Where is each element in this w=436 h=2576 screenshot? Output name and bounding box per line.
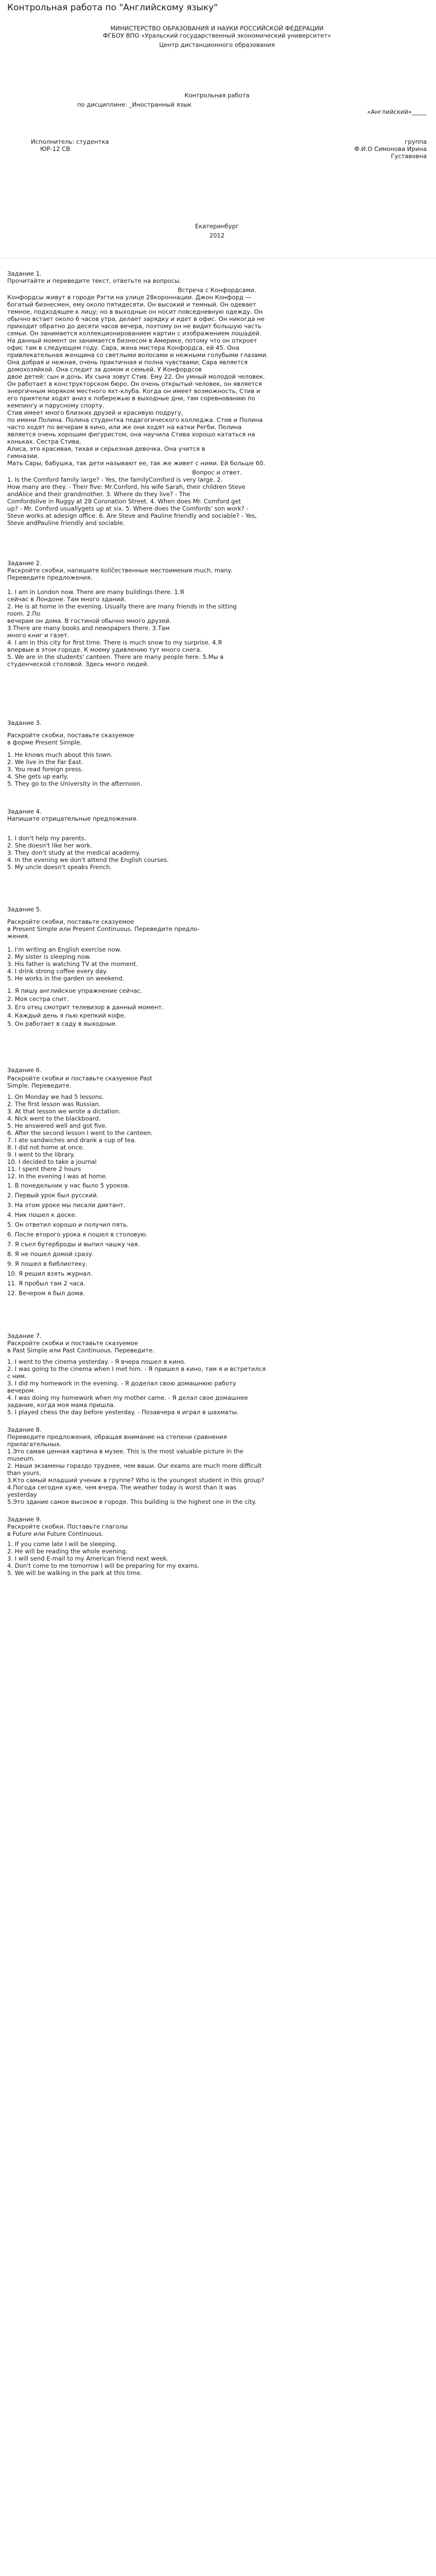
text-subtitle: Встреча с Конфордсами. <box>178 286 256 294</box>
qa-line: up? - Mr. Conford usuallygets up at six. 5. Where does the Comfords' son work? - <box>7 505 249 512</box>
task-instruction: Раскройте скобки, напишите količественные местоимения much, many. <box>7 567 233 574</box>
answer-line: сейчас в Лондоне. Там много зданий. <box>7 596 126 603</box>
answer-line: 1. He knows much about this town. <box>7 751 113 758</box>
answer-line: 11. I spent there 2 hours <box>7 1165 81 1173</box>
task-heading: Задание 5. <box>7 906 42 913</box>
task-heading: Задание 7. <box>7 1332 42 1340</box>
task-instruction: в Present Simple или Present Continuous. Переведите предло- <box>7 925 200 933</box>
answer-line: 5. My uncle doesn't speaks French. <box>7 863 112 871</box>
text-paragraph-line: семьи. Он занимается коллекционированием картин с изображением лошадей. <box>7 330 261 337</box>
answer-line: 3.There are many books and newspapers there. 3.Там <box>7 624 170 632</box>
answer-line: 3. I will send E-mail to my American friend next week. <box>7 1555 169 1562</box>
answer-line: 3. You read foreign press. <box>7 766 83 773</box>
text-paragraph-line: является очень хорошим фигуристом, она научила Стива хорошо кататься на <box>7 431 255 438</box>
answer-line: 4. I was doing my homework when my mother came. - Я делал свое домашнее <box>7 1394 248 1401</box>
translation-line: 12. Вечером я был дома. <box>7 1290 85 1297</box>
university-line: ФГБОУ ВПО «Уральский государственный экономический университет» <box>102 32 332 39</box>
answer-line: вечерам он дома. В гостиной обычно много друзей. <box>7 617 171 624</box>
page-title: Контрольная работа по "Английскому языку" <box>7 3 218 13</box>
answer-line: 2. My sister is sleeping now. <box>7 953 91 960</box>
answer-line: впервые в этом городе. К моему удивлению тут много снега. <box>7 646 202 653</box>
answer-line: 9. I went to the library. <box>7 1151 75 1158</box>
translation-line: 3. На этом уроке мы писали диктант. <box>7 1201 126 1209</box>
qa-line: 1. Is the Comford family large? - Yes, the familyComford is very large. 2. <box>7 476 223 483</box>
task-instruction: Simple. Переведите. <box>7 1082 72 1089</box>
task-instruction: в Past Simple или Past Continuous. Переведите. <box>7 1347 154 1354</box>
answer-line: 3. They don't study at the medical academy. <box>7 849 141 856</box>
answer-line: 2. He is at home in the evening. Usually there are many friends in the sitting <box>7 603 237 610</box>
answer-line: 1. I went to the cinema yesterday. - Я вчера пошел в кино. <box>7 1358 186 1365</box>
answer-line: 2. Наши экзамены гораздо труднее, чем ваши. Our exams are much more difficult <box>7 1462 262 1469</box>
text-paragraph-line: Мать Сары, бабушка, так дети называют ее, так же живет с ними. Ей больше 60. <box>7 460 266 467</box>
text-paragraph-line: офис там в следующем году. Сара, жена мистера Конфордса, ей 45. Она <box>7 344 239 351</box>
answer-line: 2. The first lesson was Russian. <box>7 1100 101 1108</box>
translation-line: 2. Моя сестра спит. <box>7 995 69 1003</box>
answer-line: 1. On Monday we had 5 lessons. <box>7 1093 104 1100</box>
text-paragraph-line: кемпингу и парусному спорту. <box>7 402 104 409</box>
text-paragraph-line: привлекательная женщина со светлыми волосами и нежными голубыми глазами. <box>7 351 268 359</box>
answer-line: с ним. <box>7 1372 27 1380</box>
answer-line: 4. In the evening we don't attend the English courses. <box>7 856 169 863</box>
answer-line: 10. I decided to take a journal <box>7 1158 97 1165</box>
task-heading: Задание 6. <box>7 1066 42 1074</box>
answer-line: 2. We live in the Far East. <box>7 758 83 766</box>
answer-line: много книг и газет. <box>7 632 69 639</box>
task-instruction: в Future или Future Continuous. <box>7 1530 104 1537</box>
translation-line: 5. Он ответил хорошо и получил пять. <box>7 1221 129 1228</box>
qa-line: Comfordslive in Ruggy at 28 Coronation Street. 4. When does Mr. Comford get <box>7 498 241 505</box>
answer-line: than yours. <box>7 1469 41 1477</box>
task-heading: Задание 2. <box>7 560 42 567</box>
answer-line: 1. I don't help my parents. <box>7 835 86 842</box>
questions-title: Вопрос и ответ. <box>192 469 242 476</box>
text-paragraph-line: коньках. Сестра Стива, <box>7 438 81 445</box>
qa-line: Steve andPauline friendly and sociable. <box>7 519 125 527</box>
translation-line: 2. Первый урок был русский. <box>7 1192 99 1199</box>
translation-line: 3. Его отец смотрит телевизор в данный момент. <box>7 1004 164 1011</box>
answer-line: yesterday <box>7 1491 37 1498</box>
text-paragraph-line: двое детей: сын и дочь. Их сына зовут Стив. Ему 22. Он умный молодой человек. <box>7 373 265 380</box>
translation-line: 11. Я пробыл там 2 часа. <box>7 1280 85 1287</box>
text-paragraph-line: Она добрая и нежная, очень практичная и полна чувствами; Сара является <box>7 359 248 366</box>
city: Екатеринбург <box>195 223 239 230</box>
text-paragraph-line: Алиса, это красивая, тихая и серьезная девочка. Она учится в <box>7 445 205 452</box>
text-paragraph-line: Конфордсы живут в городе Рэгти на улице 28короннации. Джон Конфорд — <box>7 294 252 301</box>
answer-line: 5. We are in the students' canteen. There are many people here. 5.Мы в <box>7 653 224 660</box>
answer-line: 6. After the second lesson I went to the canteen. <box>7 1129 153 1137</box>
answer-line: 2. She doesn't like her work. <box>7 842 92 849</box>
text-paragraph-line: по имени Полина. Полина студентка педагогического колледжа. Стив и Полина <box>7 416 263 423</box>
answer-line: 1. I'm writing an English exercise now. <box>7 946 121 953</box>
answer-line: 3. I did my homework in the evening. - Я доделал свою домашнюю работу <box>7 1380 236 1387</box>
student-name: Ф.И.О Симонова Ирина <box>354 145 427 152</box>
answer-line: 1. If you come late I will be sleeping. <box>7 1540 117 1548</box>
task-heading: Задание 4. <box>7 808 42 815</box>
task-instruction: Переведите предложения, обращая внимание на степени сравнения <box>7 1433 227 1440</box>
task-instruction: Напишите отрицательные предложения. <box>7 815 138 822</box>
answer-line: 3. His father is watching TV at the moment. <box>7 960 138 968</box>
answer-line: 7. I ate sandwiches and drank a cup of tea. <box>7 1137 136 1144</box>
answer-line: 12. In the evening I was at home. <box>7 1173 108 1180</box>
text-paragraph-line: На данный момент он занимается бизнесом в Америке, потому что он откроет <box>7 337 257 344</box>
text-paragraph-line: темное, подходящее к лицу; но в выходные он носит повседневную одежду. Он <box>7 308 263 315</box>
text-paragraph-line: энергичным моряком местного яхт-клуба. Когда он имеет возможность, Стив и <box>7 387 260 395</box>
translation-line: 6. После второго урока я пошел в столовую. <box>7 1231 148 1238</box>
discipline-value: «Английский»_____ <box>367 108 427 115</box>
answer-line: 5. We will be walking in the park at this time. <box>7 1569 143 1577</box>
qa-line: How many are they. - Their five: Mr.Conford, his wife Sarah, their children Steve <box>7 483 246 490</box>
translation-line: 8. Я не пошел домой сразу. <box>7 1250 94 1258</box>
answer-line: вечером. <box>7 1387 36 1394</box>
answer-line: 3.Кто самый младший ученик в группе? Who is the youngest student in this group? <box>7 1477 265 1484</box>
task-instruction: Раскройте скобки, поставьте сказуемое <box>7 732 134 739</box>
translation-line: 5. Он работает в саду в выходные. <box>7 1020 117 1027</box>
ministry-line: МИНИСТЕРСТВО ОБРАЗОВАНИЯ И НАУКИ РОССИЙСКОЙ ФЕДЕРАЦИИ <box>110 25 324 32</box>
translation-line: 9. Я пошел в библиотеку. <box>7 1260 88 1267</box>
text-paragraph-line: домохозяйкой. Она следит за домом и семьей. У Конфордсов <box>7 366 202 373</box>
text-paragraph-line: его приятели ходят аниз к побережью в выходные дни, там соревнованию по <box>7 395 255 402</box>
text-paragraph-line: часто ходят по вечерам в кино, или же они ходят на катки Регби. Полина <box>7 423 242 431</box>
task-instruction: жения. <box>7 933 30 940</box>
text-paragraph-line: Он работает в конструкторском бюро. Он очень открытый человек, он является <box>7 380 262 387</box>
answer-line: 3. At that lesson we wrote a dictation. <box>7 1108 121 1115</box>
task-heading: Задание 8. <box>7 1426 42 1433</box>
work-type: Контрольная работа <box>184 92 250 99</box>
task-instruction: Прочитайте и переведите текст, ответьте на вопросы. <box>7 277 181 284</box>
answer-line: 4. I drink strong coffee every day. <box>7 968 108 975</box>
translation-line: 4. Ник пошел к доске. <box>7 1211 77 1218</box>
answer-line: 4. She gets up early. <box>7 773 68 780</box>
answer-line: 4. I am in this city for first time. There is much snow to my surprise. 4.Я <box>7 639 222 646</box>
text-paragraph-line: обычно встает около 6 часов утра, делает зарядку и идет в офис. Он никогда не <box>7 315 265 323</box>
task-instruction: Переведите предложения. <box>7 574 93 581</box>
answer-line: 4. Don't come to me tomorrow I will be preparing for my exams. <box>7 1562 200 1569</box>
answer-line: 1. I am in London now. There are many buildings there. 1.Я <box>7 588 184 596</box>
answer-line: задание, когда моя мама пришла. <box>7 1401 116 1409</box>
answer-line: 5. They go to the University in the afternoon. <box>7 780 142 787</box>
answer-line: 2. I was going to the cinema when I met him. - Я пришел в кино, там я и встретился <box>7 1365 266 1372</box>
translation-line: 7. Я съел бутерброды и выпил чашку чая. <box>7 1241 140 1248</box>
translation-line: 1. Я пишу английское упражнение сейчас. <box>7 987 143 994</box>
answer-line: студенческой столовой. Здесь много людей. <box>7 660 149 668</box>
translation-line: 10. Я решил взять журнал. <box>7 1270 93 1277</box>
performer-label: Исполнитель: студентка <box>31 138 109 145</box>
translation-line: 4. Каждый день я пью крепкий кофе. <box>7 1012 126 1019</box>
group-label: группа <box>405 138 427 145</box>
answer-line: 5. I played chess the day before yesterday. - Позавчера я играл в шахматы. <box>7 1409 239 1416</box>
answer-line: 5. He answered well and got five. <box>7 1122 107 1129</box>
task-instruction: Раскройте скобки. Поставьте глаголы <box>7 1523 128 1530</box>
answer-line: 8. I did not home at once. <box>7 1144 84 1151</box>
answer-line: 4.Погода сегодня хуже, чем вчера. The weather today is worst than it was <box>7 1484 237 1491</box>
task-instruction: Раскройте скобки и поставьте сказуемое <box>7 1340 138 1347</box>
task-instruction: прилагательных. <box>7 1440 62 1448</box>
text-paragraph-line: богатый бизнесмен, ему около пятидесяти. Он высокий и темный. Он одевает <box>7 301 256 308</box>
answer-line: 4. Nick went to the blackboard. <box>7 1115 101 1122</box>
text-paragraph-line: Стив имеет много близких друзей и красивую подругу, <box>7 409 183 416</box>
group-value: ЮР-12 СВ <box>40 145 71 152</box>
discipline-line: по дисциплине: _Иностранный язык <box>77 101 192 108</box>
task-heading: Задание 9. <box>7 1516 42 1523</box>
text-paragraph-line: гимназии. <box>7 452 39 460</box>
answer-line: 5. He works in the garden on weekend. <box>7 975 125 982</box>
task-heading: Задание 3. <box>7 719 42 726</box>
answer-line: 1.Это самая ценная картина в музее. This is the most valuable picture in the <box>7 1448 243 1455</box>
task-heading: Задание 1. <box>7 270 42 277</box>
answer-line: room. 2.По <box>7 610 41 617</box>
qa-line: andAlice and their grandmother. 3. Where do they live? - The <box>7 490 190 498</box>
translation-line: 1. В понедельник у нас было 5 уроков. <box>7 1182 130 1189</box>
answer-line: museum. <box>7 1455 36 1462</box>
student-name-cont: Густавовна <box>391 152 427 160</box>
task-instruction: Раскройте скобки и поставьте сказуемое Past <box>7 1075 152 1082</box>
task-instruction: Раскройте скобки, поставьте сказуемое <box>7 918 134 925</box>
year: 2012 <box>209 232 225 239</box>
answer-line: 5.Это здание самое высокое в городе. This building is the highest one in the city. <box>7 1498 257 1505</box>
center-line: Центр дистанционного образования <box>159 41 275 48</box>
qa-line: Steve works at adesign office. 6. Are Steve and Pauline friendly and sociable? - Yes, <box>7 512 257 519</box>
task-instruction: в форме Present Simple. <box>7 739 82 746</box>
answer-line: 2. He will be reading the whole evening. <box>7 1548 128 1555</box>
text-paragraph-line: приходит обратно до десяти часов вечера, поэтому он не видит большую часть <box>7 323 261 330</box>
